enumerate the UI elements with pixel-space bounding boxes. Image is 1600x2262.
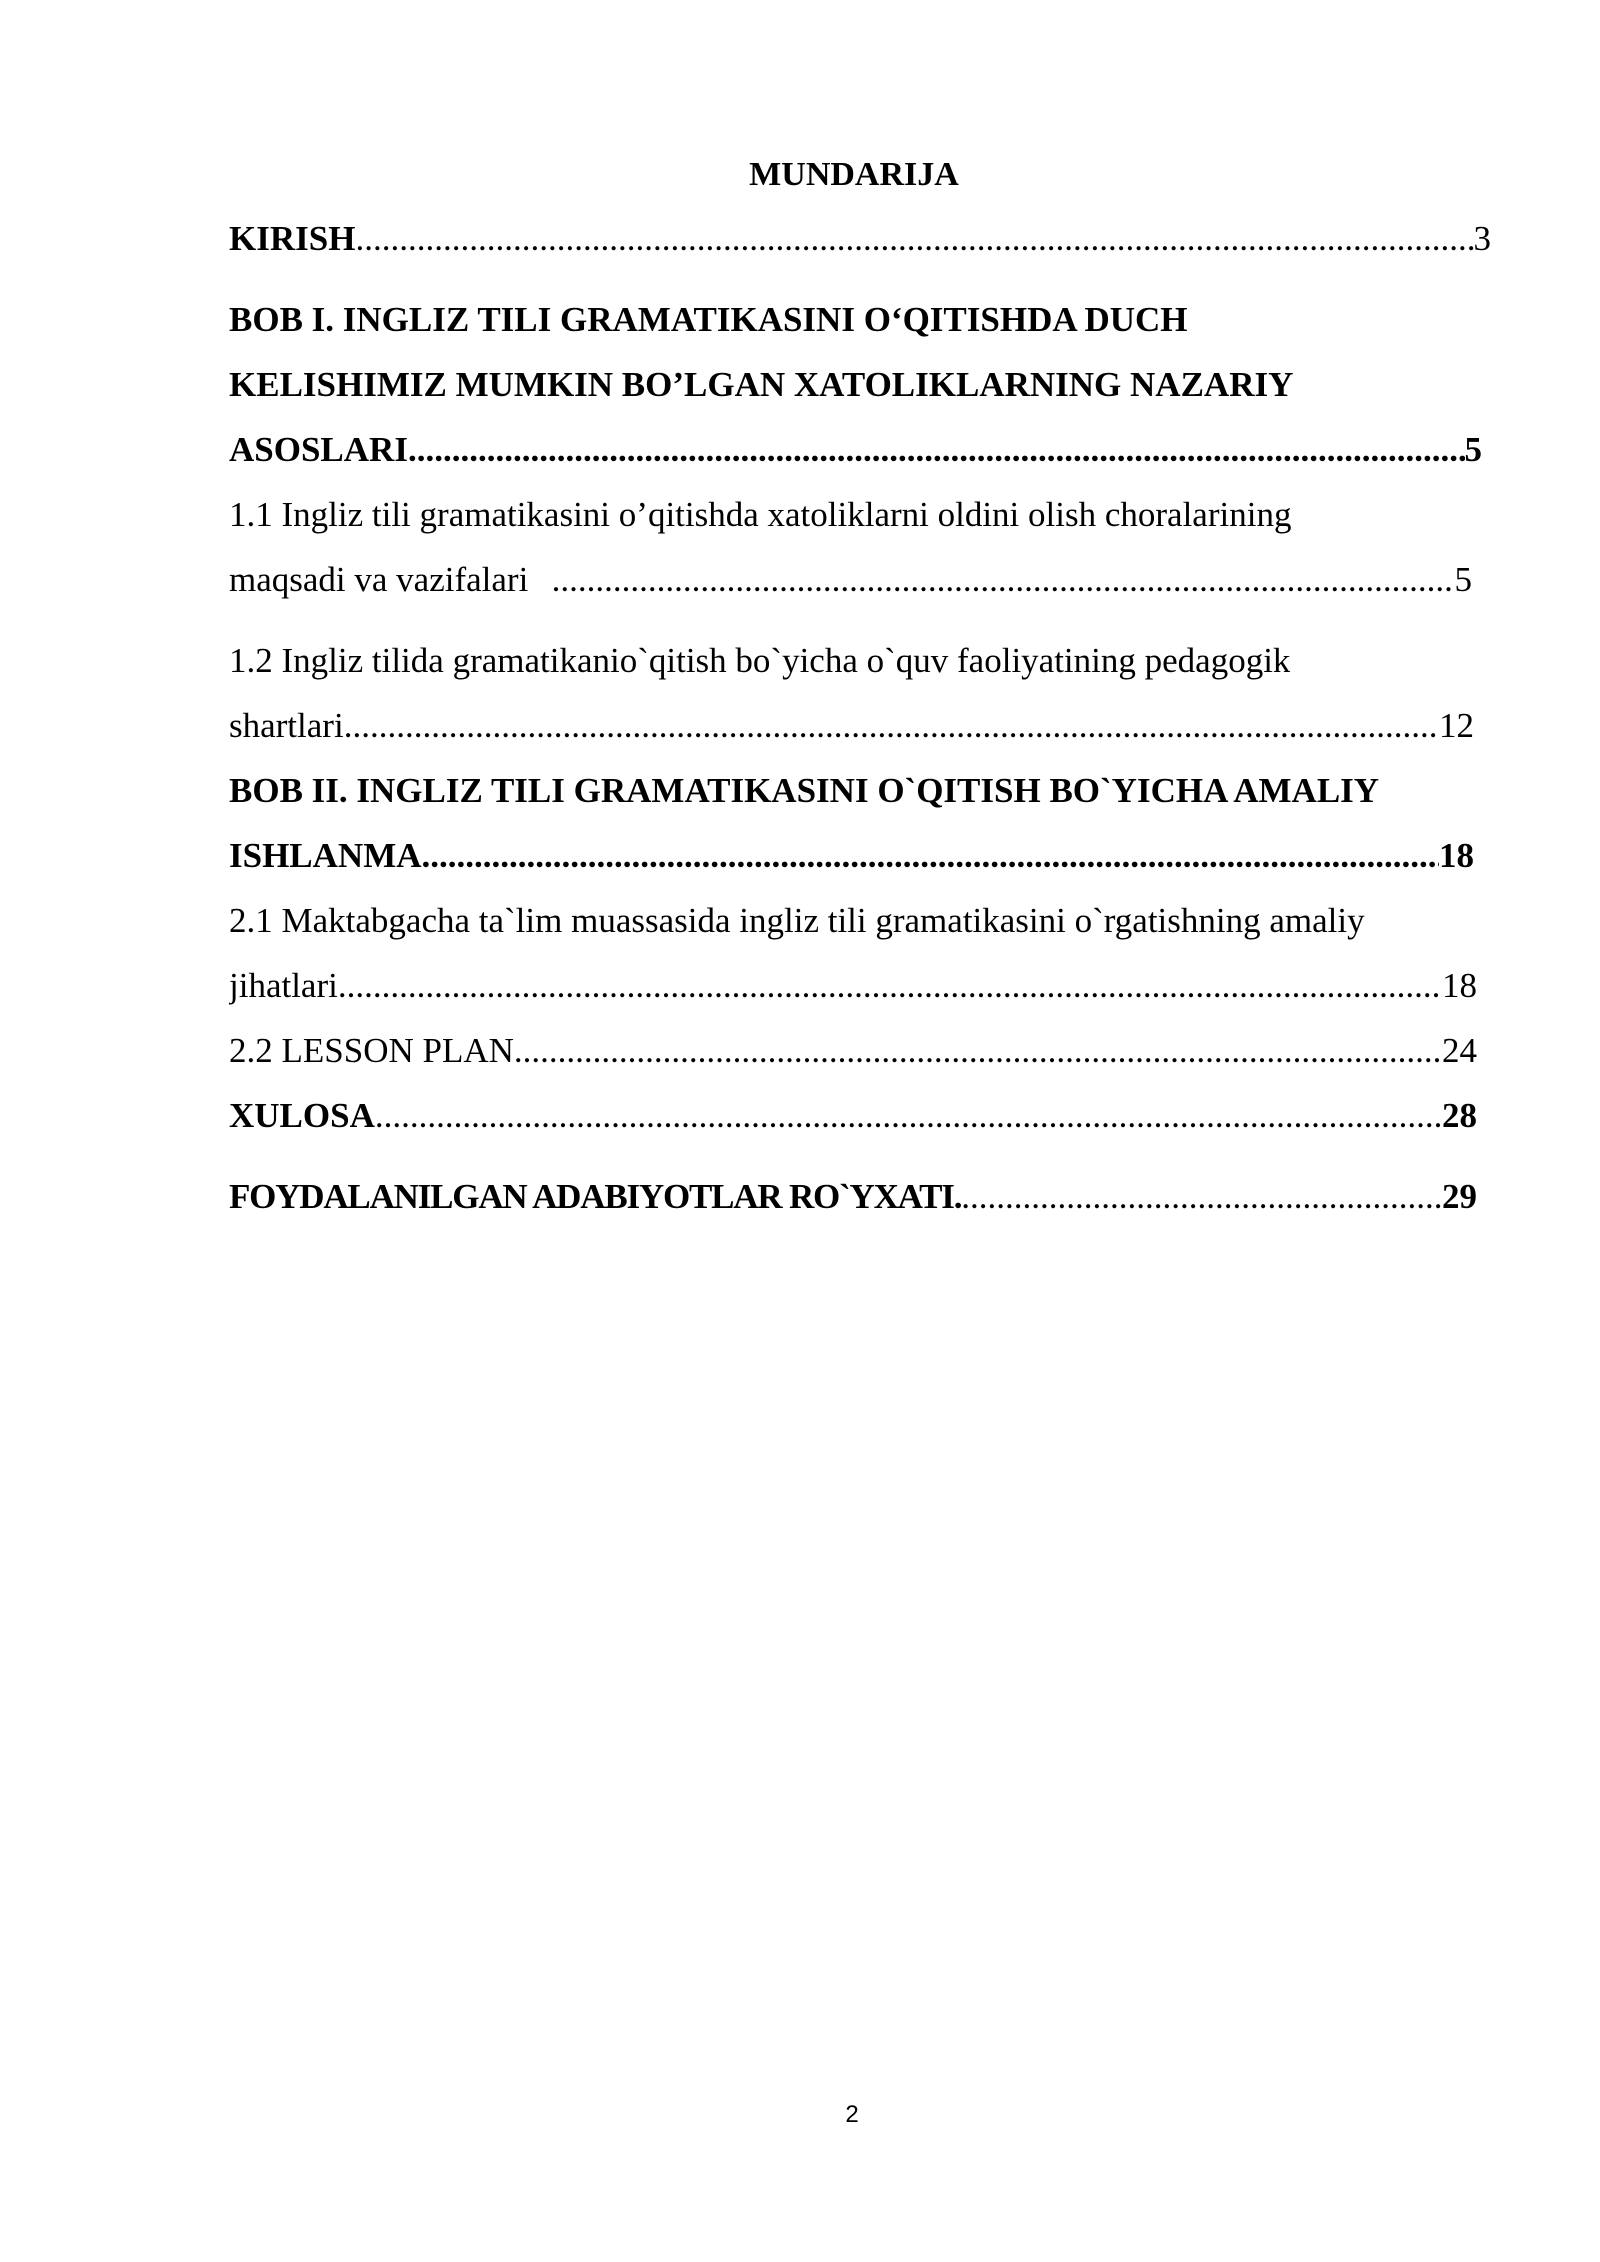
toc-leader-dots [514,1028,1442,1074]
toc-entry-adabiyotlar[interactable] [229,1174,1477,1220]
toc-entry-bob1-line2[interactable]: KELISHIMIZ MUMKIN BO’LGAN XATOLIKLARNING NAZARIY [229,365,1294,404]
toc-entry-bob1-line1[interactable]: BOB I. INGLIZ TILI GRAMATIKASINI O‘QITISHDA DUCH [229,300,1188,339]
toc-leader-dots [961,1174,1442,1220]
toc-leader-dots [355,216,1473,262]
toc-leader-dots [422,833,1439,879]
toc-entry-label: shartlari [229,706,344,745]
toc-entry-label: ASOSLARI [229,430,408,469]
toc-entry-page: 5 [1464,430,1482,469]
toc-entry-bob2-line1[interactable]: BOB II. INGLIZ TILI GRAMATIKASINI O`QITISH BO`YICHA AMALIY [229,771,1380,810]
toc-leader-dots [338,963,1442,1009]
toc-entry-xulosa[interactable] [229,1093,1477,1139]
toc-entry-page: 28 [1442,1096,1477,1135]
toc-entry-page: 5 [1454,560,1472,599]
toc-leader-dots [344,703,1439,749]
toc-entry-2-2[interactable] [229,1028,1477,1074]
toc-entry-label: KIRISH [229,219,356,258]
toc-entry-page: 3 [1473,219,1491,258]
toc-entry-page: 18 [1439,836,1474,875]
toc-entry-label: XULOSA [229,1096,375,1135]
toc-entry-page: 18 [1442,966,1477,1005]
toc-entry-2-1-line1[interactable]: 2.1 Maktabgacha ta`lim muassasida ingliz tili gramatikasini o`rgatishning amaliy [229,901,1365,940]
toc-entry-label: jihatlari [229,966,338,1005]
toc-entry-bob1-line3[interactable] [229,427,1482,473]
toc-entry-label: ISHLANMA [229,836,422,875]
toc-entry-1-1-line2[interactable] [229,557,1472,603]
toc-leader-dots [408,427,1465,473]
toc-leader-dots [375,1093,1442,1139]
toc-entry-page: 29 [1442,1177,1477,1216]
page-number: 2 [845,2101,859,2128]
toc-entry-label: maqsadi va vazifalari [229,560,529,599]
toc-leader-dots [552,557,1455,603]
toc-title: MUNDARIJA [749,156,959,193]
toc-entry-page: 12 [1439,706,1474,745]
toc-entry-kirish[interactable] [229,216,1491,262]
toc-entry-page: 24 [1442,1031,1477,1070]
toc-entry-2-1-line2[interactable] [229,963,1477,1009]
toc-entry-1-2-line1[interactable]: 1.2 Ingliz tilida gramatikanio`qitish bo`yicha o`quv faoliyatining pedagogik [229,641,1291,680]
toc-entry-1-1-line1[interactable]: 1.1 Ingliz tili gramatikasini o’qitishda xatoliklarni oldini olish choralarining [229,495,1292,534]
toc-entry-label: FOYDALANILGAN ADABIYOTLAR RO`YXATI. [229,1177,962,1216]
toc-entry-bob2-line2[interactable] [229,833,1474,879]
toc-entry-1-2-line2[interactable] [229,703,1474,749]
toc-entry-label: 2.2 LESSON PLAN [229,1031,514,1070]
